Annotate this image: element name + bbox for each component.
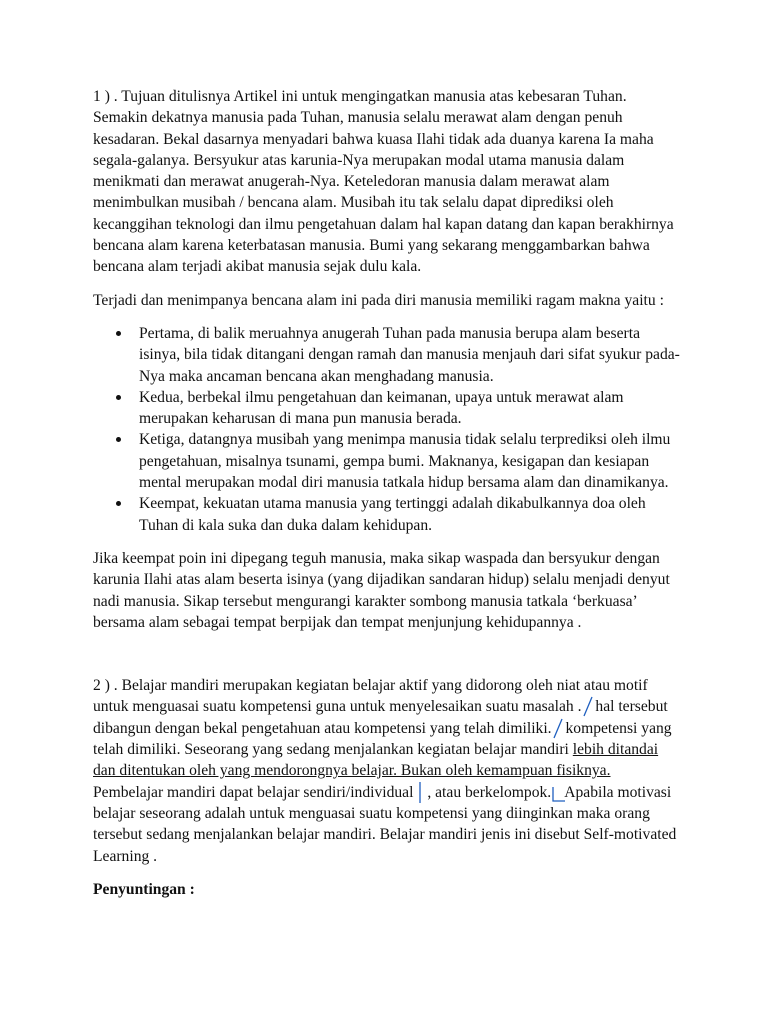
corner-mark-icon xyxy=(551,785,561,799)
blank-space xyxy=(93,645,683,675)
underlined-text: lebih ditandai dan ditentukan oleh yang mendorongnya belajar. Bukan oleh kemampuan fisiknya. xyxy=(93,741,659,780)
list-item-text: Keempat, kekuatan utama manusia yang tertinggi adalah dikabulkannya doa oleh Tuhan di kala suka dan duka dalam kehidupan. xyxy=(139,495,646,534)
list-item xyxy=(93,429,683,493)
bullet-list xyxy=(93,323,683,536)
document-page xyxy=(93,86,683,900)
paragraph-4 xyxy=(93,675,683,867)
para4-text-6: Apabila motivasi belajar seseorang adalah untuk menguasai suatu kompetensi yang diinginkan maka orang tersebut sedang menjalankan belajar mandiri. Belajar mandiri jenis ini disebut Self-motivated Learning . xyxy=(93,783,677,865)
slash-mark-icon xyxy=(552,721,562,735)
bar-mark-icon xyxy=(417,785,427,799)
paragraph-3: Jika keempat poin ini dipegang teguh manusia, maka sikap waspada dan bersyukur dengan karunia Ilahi atas alam beserta isinya (yang dijadikan sandaran hidup) selalu menjadi denyut nadi manusia. Sikap tersebut mengurangi karakter sombong manusia tatkala ‘berkuasa’ bersama alam sebagai tempat berpijak dan tempat menjunjung kehidupannya . xyxy=(93,549,670,631)
paragraph-2: Terjadi dan menimpanya bencana alam ini pada diri manusia memiliki ragam makna yaitu : xyxy=(93,291,664,309)
para4-text-1: 2 ) . Belajar mandiri merupakan kegiatan belajar aktif yang didorong oleh niat atau motif untuk menguasai suatu kompetensi guna untuk menyelesaikan suatu masalah . xyxy=(93,677,648,716)
list-item xyxy=(93,493,683,536)
section-heading: Penyuntingan : xyxy=(93,880,195,898)
slash-mark-icon xyxy=(582,699,592,713)
list-item-text: Kedua, berbekal ilmu pengetahuan dan keimanan, upaya untuk merawat alam merupakan keharusan di mana pun manusia berada. xyxy=(139,388,624,428)
paragraph-1: 1 ) . Tujuan ditulisnya Artikel ini untuk mengingatkan manusia atas kebesaran Tuhan. Semakin dekatnya manusia pada Tuhan, manusia selalu merawat alam dengan penuh kesadaran. Bekal dasarnya menyadari bahwa kuasa Ilahi tidak ada duanya karena Ia maha segala-galanya. Bersyukur atas karunia-Nya merupakan modal utama manusia dalam menikmati dan merawat anugerah-Nya. Keteledoran manusia dalam merawat alam menimbulkan musibah / bencana alam. Musibah itu tak selalu dapat diprediksi oleh kecanggihan teknologi dan ilmu pengetahuan dalam hal kapan datang dan kapan berakhirnya bencana alam karena keterbatasan manusia. Bumi yang sekarang menggambarkan bahwa bencana alam terjadi akibat manusia sejak dulu kala. xyxy=(93,88,674,276)
para4-text-4: Pembelajar mandiri dapat belajar sendiri/individual xyxy=(93,783,418,801)
para4-text-5: , atau berkelompok. xyxy=(427,783,552,801)
list-item xyxy=(93,387,683,430)
para4-text-3: kompetensi yang telah dimiliki. Seseorang yang sedang menjalankan kegiatan belajar mandiri xyxy=(93,719,672,759)
list-item-text: Ketiga, datangnya musibah yang menimpa manusia tidak selalu terprediksi oleh ilmu pengetahuan, misalnya tsunami, gempa bumi. Maknanya, kesigapan dan kesiapan mental merupakan modal diri manusia tatkala hidup bersama alam dan dinamikanya. xyxy=(139,431,671,492)
para4-text-2: hal tersebut dibangun dengan bekal pengetahuan atau kompetensi yang telah dimiliki. xyxy=(93,698,668,737)
list-item-text: Pertama, di balik meruahnya anugerah Tuhan pada manusia berupa alam beserta isinya, bila tidak ditangani dengan ramah dan manusia menjauh dari sifat syukur pada-Nya maka ancaman bencana akan menghadang manusia. xyxy=(139,324,680,385)
list-item xyxy=(93,323,683,387)
